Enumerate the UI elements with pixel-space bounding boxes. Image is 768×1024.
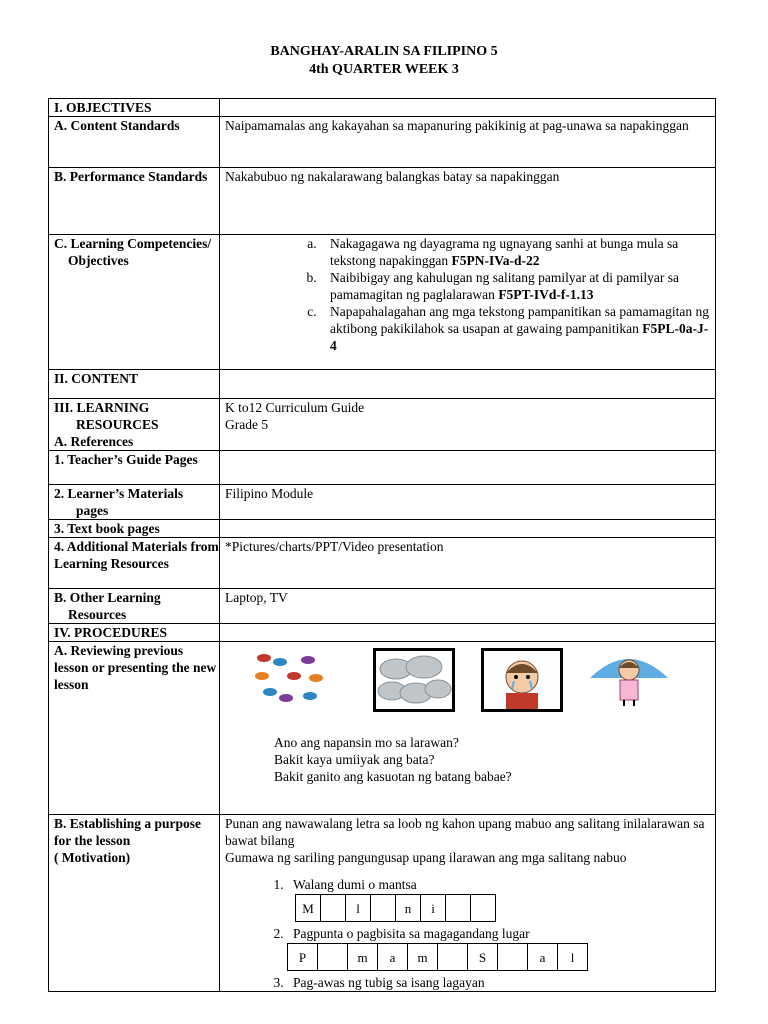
competencies-cell	[220, 235, 716, 370]
letter-box[interactable]: m	[348, 944, 378, 971]
lesson-plan-table	[48, 98, 716, 992]
content-heading: II. CONTENT	[49, 370, 220, 399]
competency-item: a. Nakagagawa ng dayagrama ng ugnayang sanhi at bunga mula sa tekstong napakinggan F5PN-IVa-d-22	[320, 235, 715, 269]
references-label: A. References	[54, 434, 134, 449]
performance-standards-text: Nakabubuo ng nakalarawang balangkas batay sa napakinggan	[220, 168, 716, 235]
learners-materials-text: Filipino Module	[220, 485, 716, 520]
competencies-label	[49, 235, 220, 370]
word-items	[225, 876, 715, 991]
letter-boxes	[295, 894, 496, 922]
letter-box[interactable]	[446, 895, 471, 922]
letter-box[interactable]: m	[408, 944, 438, 971]
question: Ano ang napansin mo sa larawan?	[274, 735, 459, 750]
word-item: 2. Pagpunta o pagbisita sa magagandang lugar P m a m S a l	[287, 925, 715, 971]
letter-box[interactable]	[318, 944, 348, 971]
establishing-cell	[220, 815, 716, 992]
letter-box[interactable]	[471, 895, 496, 922]
letter-box[interactable]: a	[378, 944, 408, 971]
letter-box[interactable]: a	[528, 944, 558, 971]
content-standards-label: A. Content Standards	[49, 117, 220, 168]
question: Bakit ganito ang kasuotan ng batang babae?	[274, 769, 512, 784]
word-item: 1. Walang dumi o mantsa M l n i	[287, 876, 715, 922]
letter-box[interactable]: l	[558, 944, 588, 971]
candies-image	[250, 648, 326, 706]
competencies-label-line2: Objectives	[68, 253, 129, 268]
letter-box[interactable]: M	[296, 895, 321, 922]
reviewing-label: A. Reviewing previous lesson or presenting the new lesson	[49, 642, 220, 815]
competency-code: F5PT-IVd-f-1.13	[498, 287, 594, 302]
letter-boxes	[287, 943, 588, 971]
letter-box[interactable]: i	[421, 895, 446, 922]
letter-box[interactable]	[371, 895, 396, 922]
competencies-list	[225, 235, 715, 354]
textbook-pages-label: 3. Text book pages	[49, 520, 220, 538]
competency-code: F5PN-IVa-d-22	[451, 253, 540, 268]
letter-box[interactable]: n	[396, 895, 421, 922]
objectives-heading: I. OBJECTIVES	[49, 99, 220, 117]
references-cell: K to12 Curriculum Guide Grade 5	[220, 399, 716, 451]
lesson-plan-title: BANGHAY-ARALIN SA FILIPINO 5	[270, 44, 498, 59]
letter-box[interactable]: S	[468, 944, 498, 971]
learners-materials-label: 2. Learner’s Materials pages	[49, 485, 220, 520]
letter-box[interactable]	[321, 895, 346, 922]
letter-box[interactable]	[438, 944, 468, 971]
clouds-image	[373, 648, 455, 712]
performance-standards-label: B. Performance Standards	[49, 168, 220, 235]
competency-item: b. Naibibigay ang kahulugan ng salitang pamilyar at di pamilyar sa pamamagitan ng paglalarawan F5PT-IVd-f-1.13	[320, 269, 715, 303]
competency-code: F5PL-0a-J-4	[330, 321, 709, 353]
additional-materials-label: 4. Additional Materials from Learning Resources	[49, 538, 220, 589]
lesson-plan-subtitle: 4th QUARTER WEEK 3	[309, 62, 459, 77]
word-item: 3. Pag-awas ng tubig sa isang lagayan	[287, 974, 715, 991]
letter-box[interactable]	[498, 944, 528, 971]
teachers-guide-label: 1. Teacher’s Guide Pages	[49, 451, 220, 485]
letter-box[interactable]: P	[288, 944, 318, 971]
learning-resources-label: III. LEARNING RESOURCES A. References	[49, 399, 220, 451]
competency-item: c. Napapahalagahan ang mga tekstong pampanitikan sa pamamagitan ng aktibong pakikilahok sa usapan at gawaing pampanitikan F5PL-0a-J-4	[320, 303, 715, 354]
content-standards-text: Naipamamalas ang kakayahan sa mapanuring pakikinig at pag-unawa sa napakinggan	[220, 117, 716, 168]
additional-materials-text: *Pictures/charts/PPT/Video presentation	[220, 538, 716, 589]
establishing-label: B. Establishing a purpose for the lesson ( Motivation)	[49, 815, 220, 992]
competencies-label-line1: C. Learning Competencies/	[54, 236, 212, 251]
other-resources-text: Laptop, TV	[220, 589, 716, 624]
question: Bakit kaya umiiyak ang bata?	[274, 752, 435, 767]
reviewing-cell	[220, 642, 716, 815]
procedures-heading: IV. PROCEDURES	[49, 624, 220, 642]
other-resources-label: B. Other Learning Resources	[49, 589, 220, 624]
letter-box[interactable]: l	[346, 895, 371, 922]
crying-child-image	[481, 648, 563, 712]
instruction: Punan ang nawawalang letra sa loob ng kahon upang mabuo ang salitang inilalarawan sa bawat bilang	[225, 816, 705, 848]
girl-raincoat-image	[584, 648, 674, 706]
picture-row	[225, 642, 715, 734]
instruction: Gumawa ng sariling pangungusap upang ilarawan ang mga salitang nabuo	[225, 850, 627, 865]
